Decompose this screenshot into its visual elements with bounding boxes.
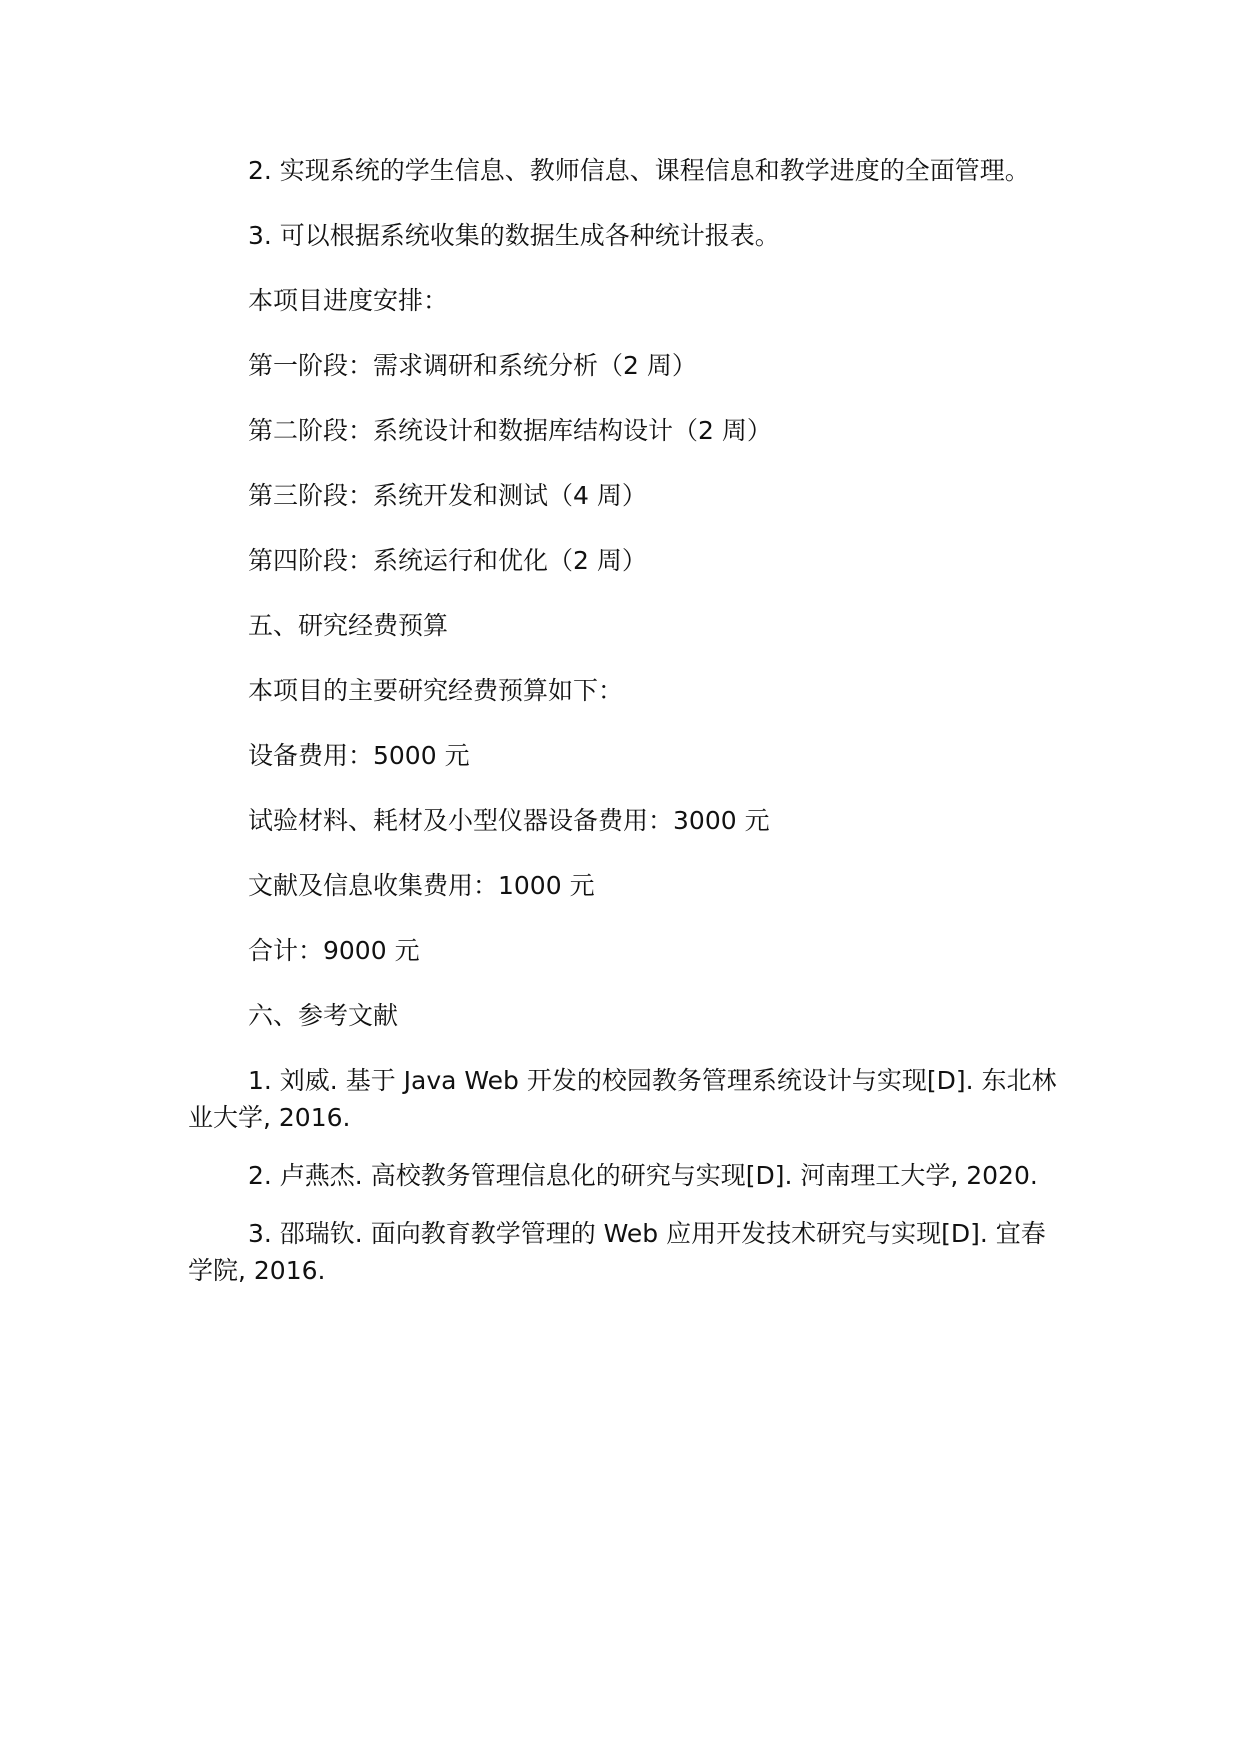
budget-equipment: 设备费用：5000 元	[248, 741, 470, 770]
schedule-stage-4: 第四阶段：系统运行和优化（2 周）	[248, 546, 647, 575]
document-body	[188, 152, 1060, 1289]
schedule-stage-2: 第二阶段：系统设计和数据库结构设计（2 周）	[248, 416, 772, 445]
schedule-stage-3: 第三阶段：系统开发和测试（4 周）	[248, 481, 647, 510]
reference-item-1: 1. 刘威. 基于 Java Web 开发的校园教务管理系统设计与实现[D]. 东北林业大学, 2016.	[188, 1066, 1057, 1132]
schedule-heading: 本项目进度安排：	[248, 286, 449, 315]
objective-2: 2. 实现系统的学生信息、教师信息、课程信息和教学进度的全面管理。	[248, 156, 1030, 185]
reference-item-3: 3. 邵瑞钦. 面向教育教学管理的 Web 应用开发技术研究与实现[D]. 宜春学院, 2016.	[188, 1219, 1046, 1285]
objective-3: 3. 可以根据系统收集的数据生成各种统计报表。	[248, 221, 780, 250]
reference-item-2: 2. 卢燕杰. 高校教务管理信息化的研究与实现[D]. 河南理工大学, 2020.	[248, 1161, 1038, 1190]
budget-intro: 本项目的主要研究经费预算如下：	[248, 676, 624, 705]
budget-literature: 文献及信息收集费用：1000 元	[248, 871, 595, 900]
budget-total: 合计：9000 元	[248, 936, 420, 965]
budget-materials: 试验材料、耗材及小型仪器设备费用：3000 元	[248, 806, 770, 835]
section-heading-references: 六、参考文献	[248, 1001, 399, 1030]
schedule-stage-1: 第一阶段：需求调研和系统分析（2 周）	[248, 351, 697, 380]
section-heading-budget: 五、研究经费预算	[248, 611, 449, 640]
